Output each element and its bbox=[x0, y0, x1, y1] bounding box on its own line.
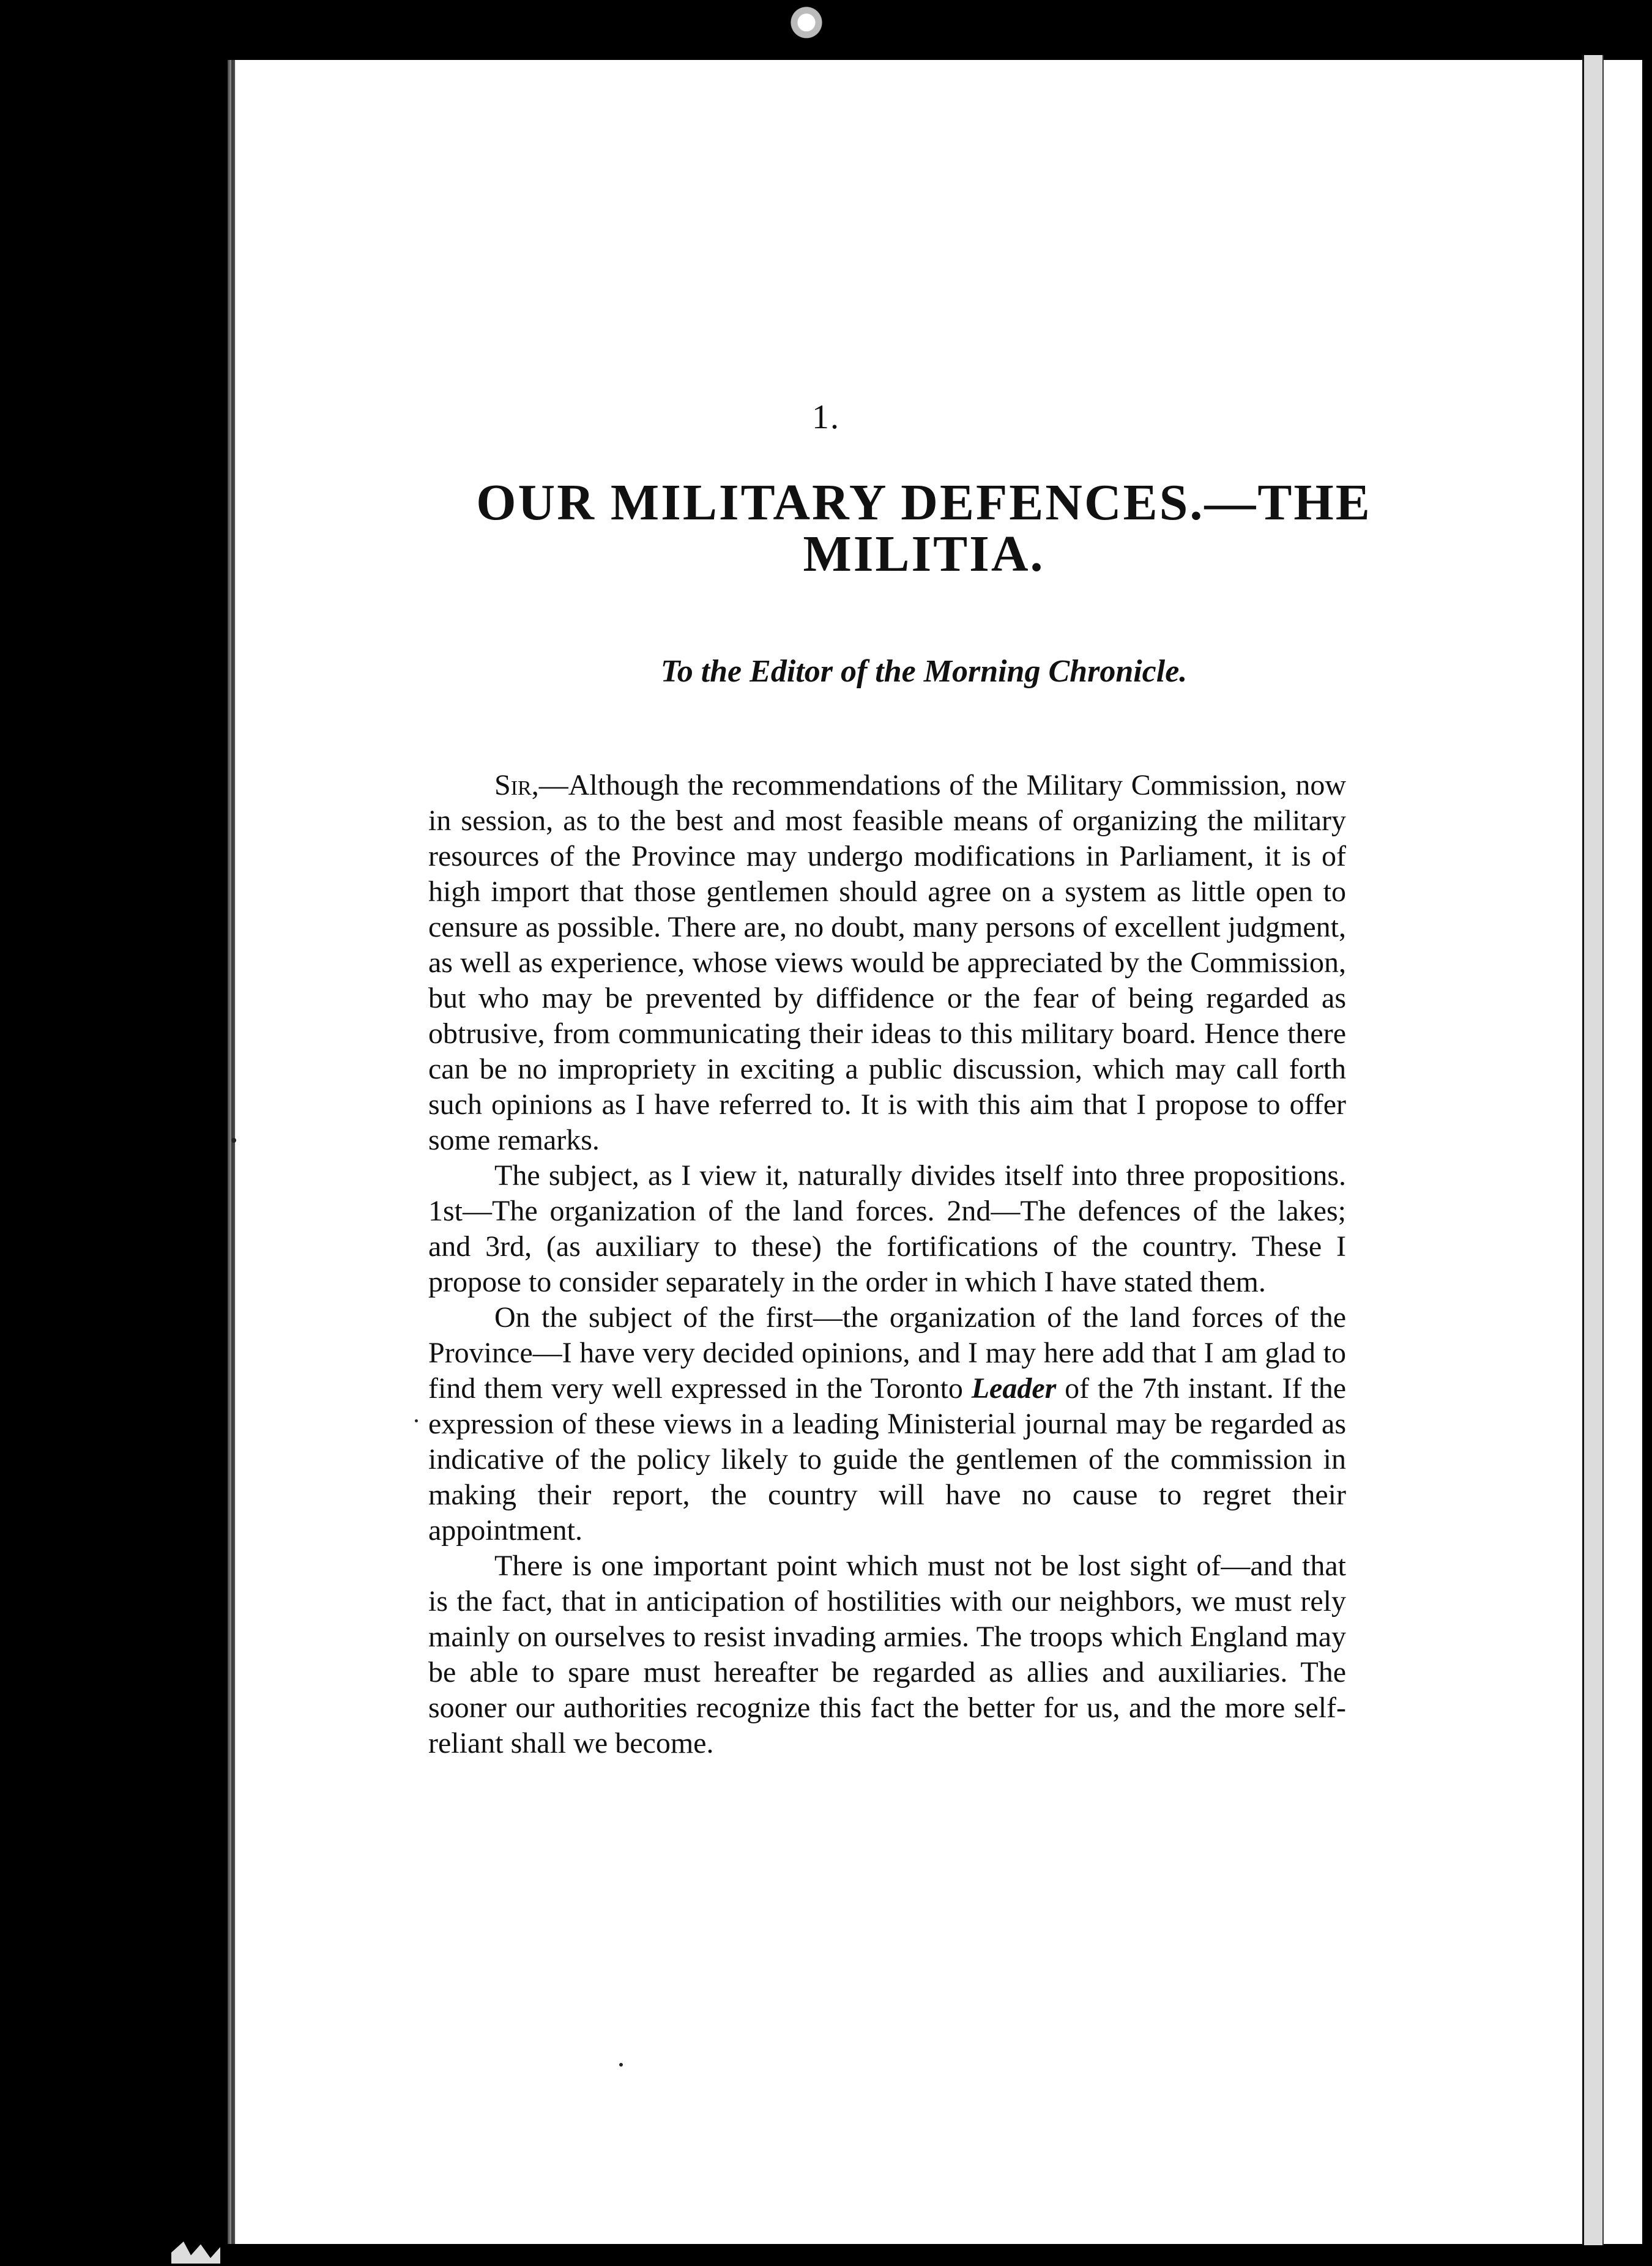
binding-edge bbox=[231, 60, 235, 2244]
paragraph-text: —Although the recommendations of the Military Commission, now in session, as to the best and most feasible means of organizing the military resources of the Province may undergo modifications in Parliament, it is of high import that those gentlemen should agree on a system as little open to censure as possible. There are, no doubt, many persons of excellent judgment, as well as experience, whose views would be appreciated by the Commission, but who may be prevented by diffidence or the fear of being regarded as obtrusive, from communicating their ideas to this military board. Hence there can be no impropriety in exciting a public discussion, which may call forth such opinions as I have referred to. It is with this aim that I propose to offer some remarks. bbox=[428, 769, 1346, 1156]
scan-artifact-bottom bbox=[171, 2236, 220, 2264]
stray-mark bbox=[415, 1419, 418, 1422]
paragraph bbox=[428, 768, 1346, 1158]
paragraph-text: There is one important point which must not be lost sight of—and that is the fact, that in anticipation of hostilities with our neighbors, we must rely mainly on ourselves to resist invading armies. The troops which England may be able to spare must hereafter be regarded as allies and auxiliaries. The sooner our authorities recognize this fact the better for us, and the more self-reliant shall we become. bbox=[428, 1550, 1346, 1759]
article-body bbox=[428, 768, 1346, 1761]
paragraph-text: of the 7th instant. If the expression of these views in a leading Ministerial journal may be regarded as indicative of the policy likely to guide the gentlemen of the commission in making their report, the country will have no cause to regret their appointment. bbox=[428, 1372, 1347, 1547]
paragraph bbox=[428, 1300, 1346, 1548]
scan-artifact-top bbox=[772, 0, 841, 56]
salutation: Sir, bbox=[494, 769, 539, 801]
stray-mark bbox=[619, 2063, 623, 2067]
paragraph bbox=[428, 1158, 1346, 1300]
article-address-line: To the Editor of the Morning Chronicle. bbox=[660, 654, 1188, 689]
stray-mark bbox=[231, 1138, 236, 1143]
paragraph-text: On the subject of the first—the organization of the land forces of the Province—I have very decided opinions, and I may here add that I am glad to find them very well expressed in the Toronto bbox=[428, 1301, 1346, 1405]
paragraph bbox=[428, 1548, 1346, 1761]
page-number: 1. bbox=[812, 398, 840, 436]
newspaper-name: Leader bbox=[971, 1372, 1057, 1405]
page-fold-edge bbox=[1582, 55, 1604, 2245]
article-title: OUR MILITARY DEFENCES.—THE MILITIA. bbox=[476, 474, 1372, 582]
paragraph-text: The subject, as I view it, naturally divides itself into three propositions. 1st—The organization of the land forces. 2nd—The defences of the lakes; and 3rd, (as auxiliary to these) the fortifications of the country. These I propose to consider separately in the order in which I have stated them. bbox=[428, 1159, 1346, 1298]
